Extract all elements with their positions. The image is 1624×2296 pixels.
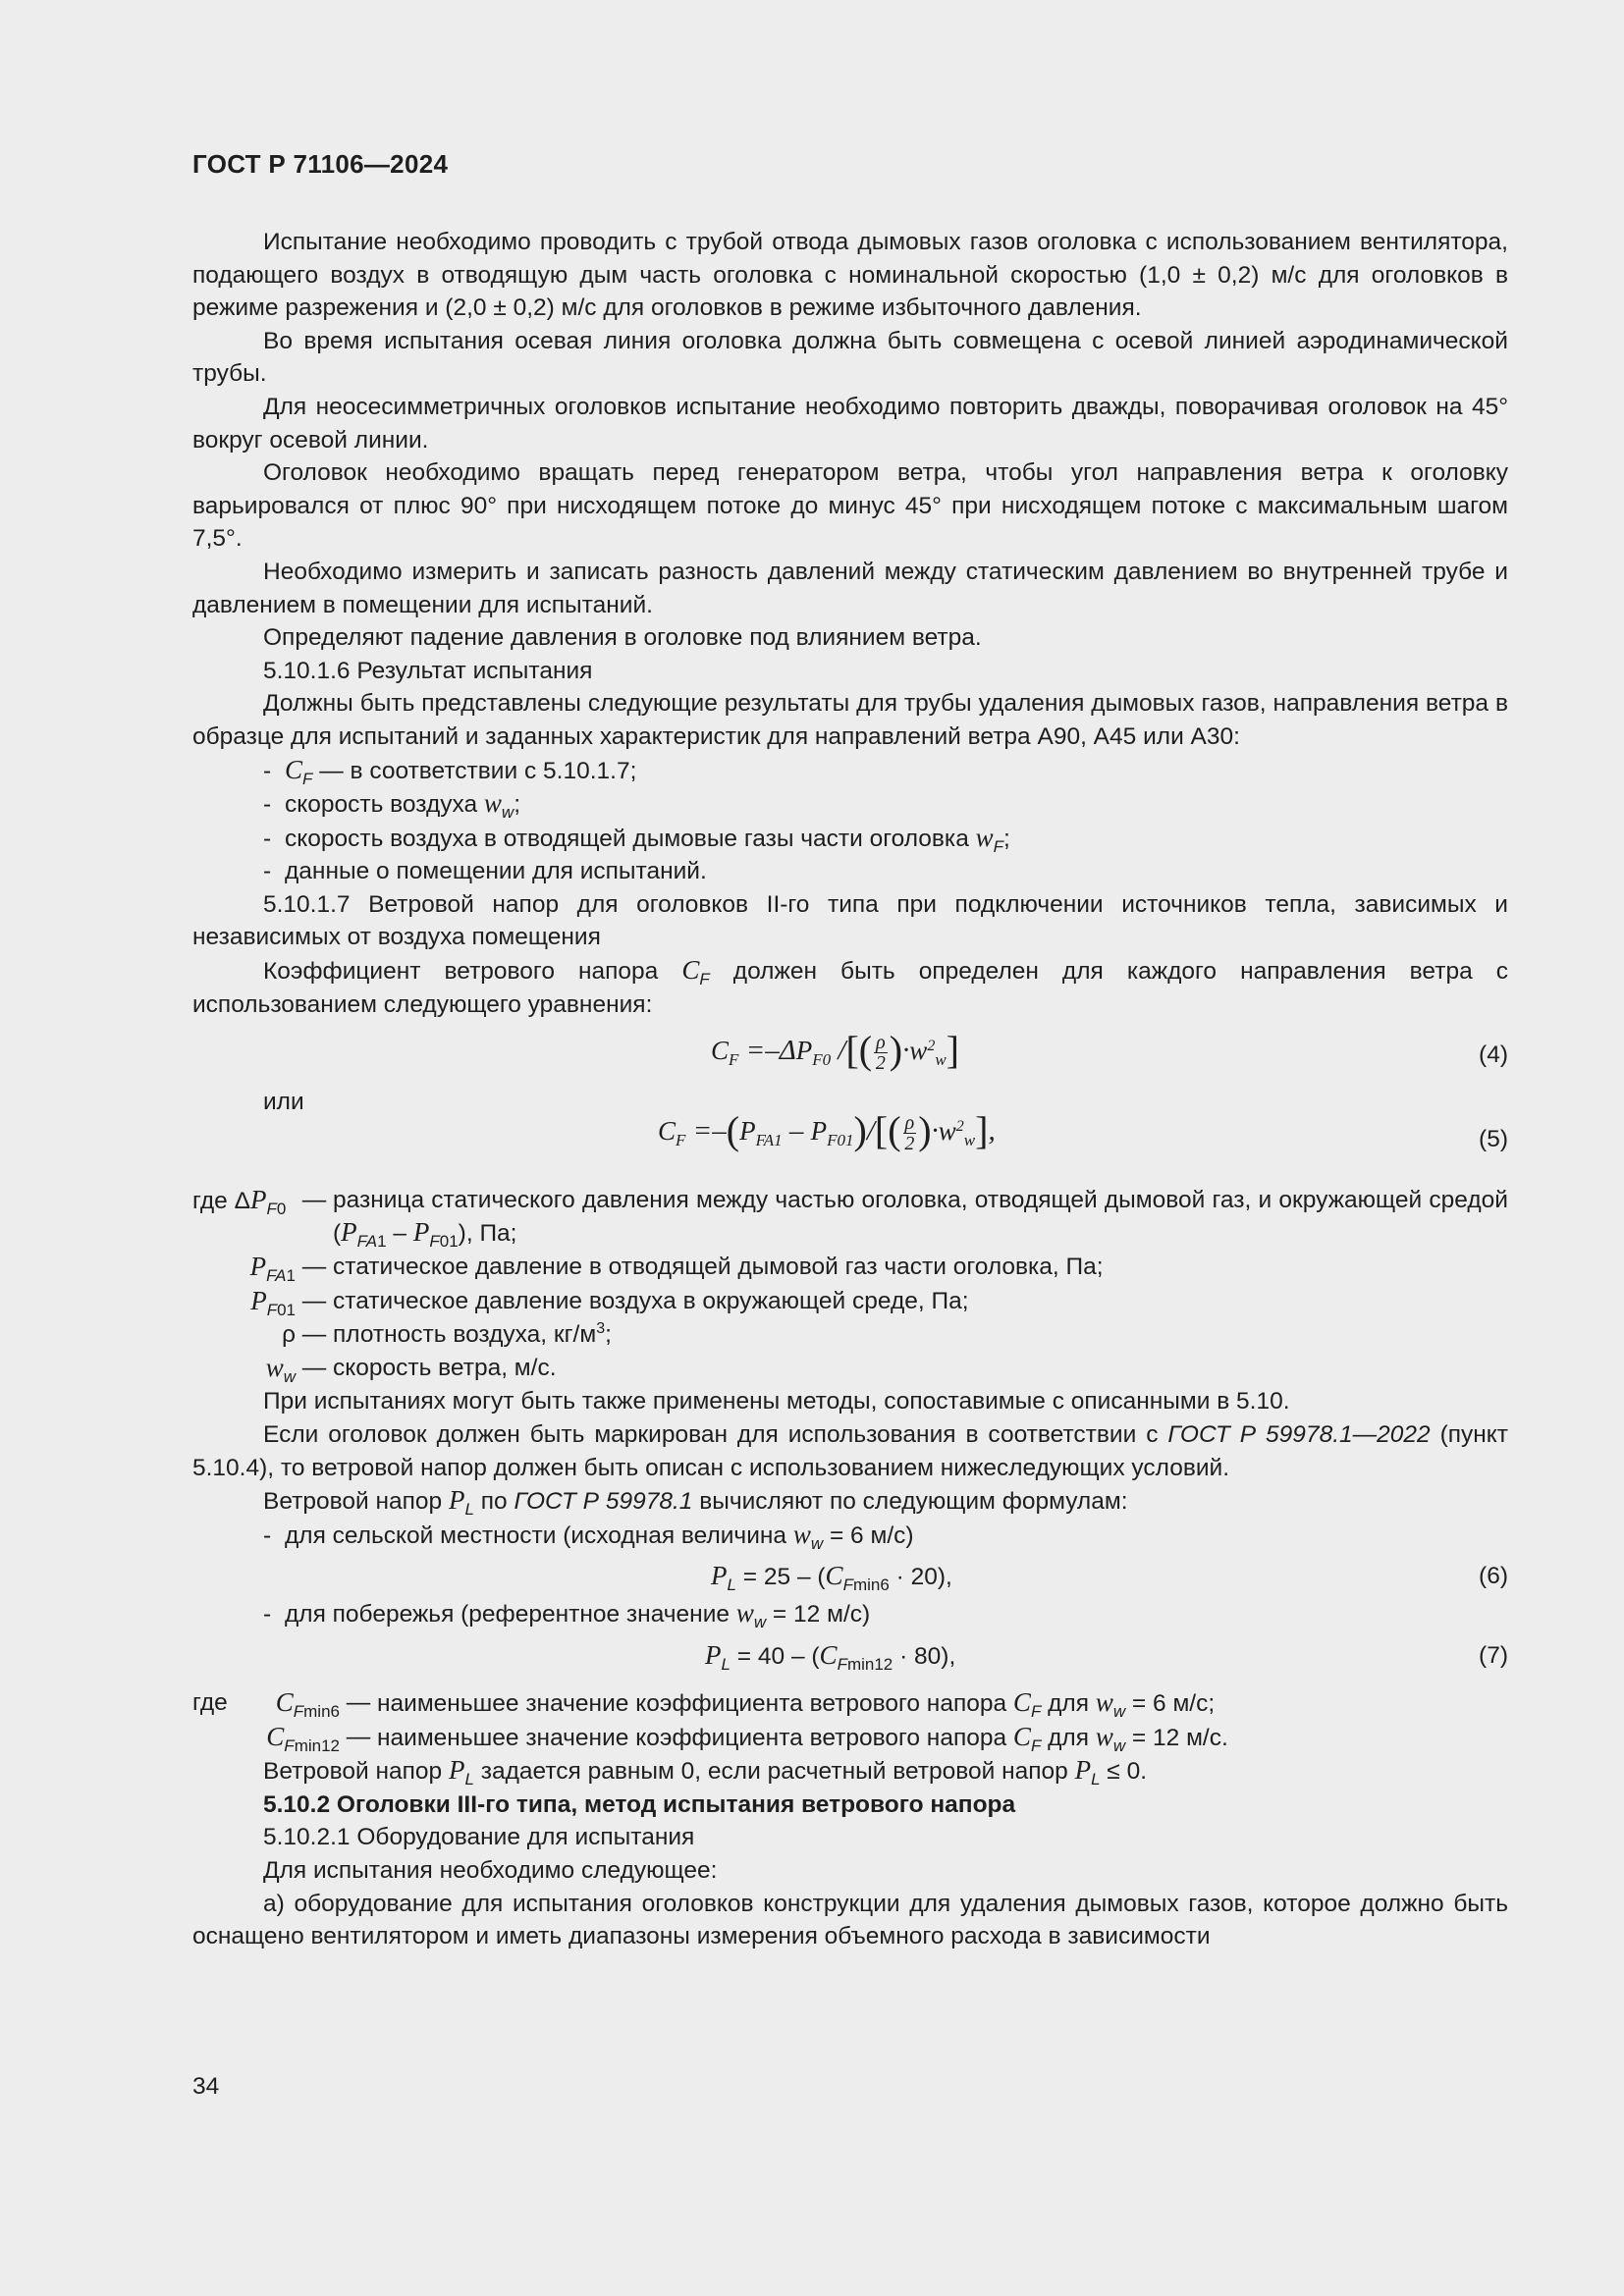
list-item: - $C_F$ — в соответствии с 5.10.1.7; [263, 754, 637, 788]
equation-number: (5) [1479, 1125, 1508, 1152]
definition-item: $w_w$ — скорость ветра, м/с. [265, 1352, 557, 1386]
definitions-list [192, 1184, 1508, 1386]
equation-number: (6) [1479, 1563, 1508, 1590]
section-heading-5-10-2: 5.10.2 Оголовки III-го типа, метод испытания ветрового напора [263, 1790, 1016, 1818]
page-number: 34 [192, 2073, 220, 2100]
list-item: - для побережья (референтное значение $w_w = 12$ м/с) [263, 1598, 871, 1632]
definition-item: ρ — плотность воздуха, $кг/м^3$; [282, 1320, 612, 1349]
standard-reference: ГОСТ Р 59978.1 [514, 1488, 693, 1516]
equation-7: $P_L = 40 - (C_{Fmin12} \cdot 80)$, (7) [705, 1639, 1508, 1674]
definition-item: где $\Delta P_{F0}$ — разница статического давления между частью оголовка, отводящей дымовой газ, и окружающей средой $(P_{FA1} - P_{F01})$, Па; [192, 1184, 1508, 1252]
list-item: - скорость воздуха $w_w$; [263, 788, 521, 823]
definition-item: $P_{F01}$ — статическое давление воздуха в окружающей среде, Па; [250, 1285, 969, 1319]
definition-item: где $C_{Fmin6}$ — наименьшее значение коэффициента ветрового напора $C_F$ для $w_w = 6$ м/с; [192, 1686, 1216, 1721]
section-heading-5-10-1-7: 5.10.1.7 Ветровой напор для оголовков II-го типа при подключении источников тепла, зависимых и независимых от воздуха помещения [192, 890, 1508, 951]
standard-reference: ГОСТ Р 59978.1—2022 [1167, 1421, 1431, 1448]
paragraph-or: или [263, 1089, 304, 1116]
paragraph: Коэффициент ветрового напора $C_F$ должен быть определен для каждого направления ветра с использованием следующего уравнения: [192, 955, 1508, 1018]
section-heading-5-10-2-1: 5.10.2.1 Оборудование для испытания [263, 1824, 695, 1851]
document-header: ГОСТ Р 71106—2024 [192, 149, 449, 179]
section-heading-5-10-1-6: 5.10.1.6 Результат испытания [263, 657, 593, 684]
paragraph: а) оборудование для испытания оголовков конструкции для удаления дымовых газов, которое должно быть оснащено вентилятором и иметь диапазоны измерения объемного расхода в зависимости [192, 1890, 1508, 1950]
paragraph: Определяют падение давления в оголовке под влиянием ветра. [263, 624, 982, 652]
definition-item: $P_{FA1}$ — статическое давление в отводящей дымовой газ части оголовка, Па; [249, 1252, 1104, 1286]
equation-number: (4) [1479, 1041, 1508, 1069]
paragraph: При испытаниях могут быть также применены методы, сопоставимые с описанными в 5.10. [263, 1388, 1290, 1415]
paragraph: Во время испытания осевая линия оголовка должна быть совмещена с осевой линией аэродинамической трубы. [192, 327, 1508, 388]
equation-4: $C_F =-\Delta P_{F0}$ /[( $\frac{\rho}{2}$ )$\cdot w^2_w$] (4) [711, 1028, 1508, 1075]
list-item: - данные о помещении для испытаний. [263, 858, 707, 885]
paragraph: Должны быть представлены следующие результаты для трубы удаления дымовых газов, направления ветра в образце для испытаний и заданных характеристик для направлений ветра А90, А45 или А30: [192, 690, 1508, 750]
list-item: - скорость воздуха в отводящей дымовые газы части оголовка $w_F$; [263, 822, 1010, 856]
body-text [192, 226, 1508, 1953]
list-item: - для сельской местности (исходная величина $w_w = 6$ м/с) [263, 1519, 914, 1553]
equation-5: $C_F =-(P_{FA1} - P_{F01})/$[( $\frac{\rho}{2}$ )$\cdot w^2_w$], (5) [658, 1108, 1508, 1154]
paragraph: Ветровой напор $P_L$ задается равным 0, если расчетный ветровой напор $P_L \le 0$. [263, 1755, 1148, 1789]
paragraph: Испытание необходимо проводить с трубой отвода дымовых газов оголовка с использованием вентилятора, подающего воздух в отводящую дым часть оголовка с номинальной скоростью (1,0 ± 0,2) м/с для оголовков в режиме разрежения и (2,0 ± 0,2) м/с для оголовков в режиме избыточного давления. [192, 229, 1508, 322]
definitions-list [192, 1686, 1508, 1754]
paragraph: Для неосесимметричных оголовков испытание необходимо повторить дважды, поворачивая оголовок на 45° вокруг осевой линии. [192, 393, 1508, 454]
equation-number: (7) [1479, 1641, 1508, 1669]
paragraph: Оголовок необходимо вращать перед генератором ветра, чтобы угол направления ветра к оголовку варьировался от плюс 90° при нисходящем потоке до минус 45° при нисходящем потоке с максимальным шагом 7,5°. [192, 459, 1508, 553]
paragraph: Если оголовок должен быть маркирован для использования в соответствии с ГОСТ Р 59978.1—2022 (пункт 5.10.4), то ветровой напор должен быть описан с использованием нижеследующих условий. [192, 1421, 1508, 1481]
paragraph: Необходимо измерить и записать разность давлений между статическим давлением во внутренней трубе и давлением в помещении для испытаний. [192, 558, 1508, 618]
equation-6: $P_L = 25 - (C_{Fmin6} \cdot 20)$, (6) [711, 1561, 1508, 1595]
definition-item: $C_{Fmin12}$ — наименьшее значение коэффициента ветрового напора $C_F$ для $w_w = 12$ м/с. [266, 1721, 1228, 1755]
paragraph: Ветровой напор $P_L$ по ГОСТ Р 59978.1 вычисляют по следующим формулам: [263, 1485, 1128, 1520]
paragraph: Для испытания необходимо следующее: [263, 1856, 718, 1884]
